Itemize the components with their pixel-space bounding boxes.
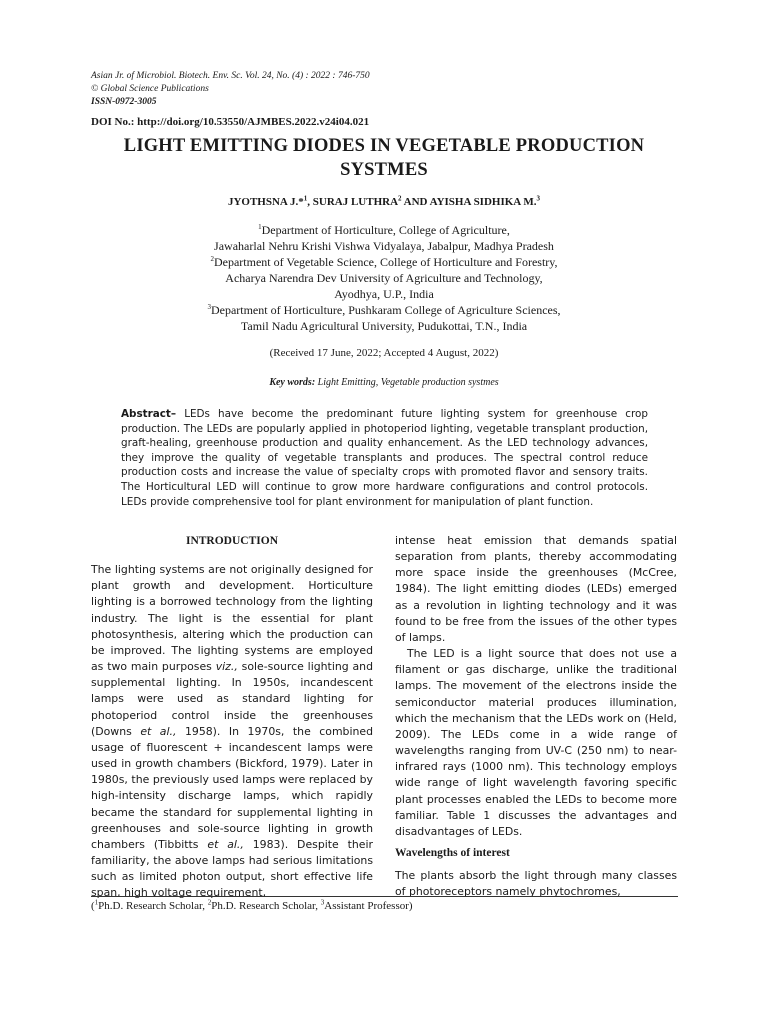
italic-run: et al., xyxy=(140,724,177,738)
footnote-text: Assistant Professor) xyxy=(324,900,413,912)
paper-title xyxy=(60,134,708,182)
issn-line: ISSN-0972-3005 xyxy=(91,97,157,107)
affil-mark-1: 1 xyxy=(258,223,262,231)
publisher-line: © Global Science Publications xyxy=(91,84,209,94)
text-run: sole-source lighting and supplemental lighting. In 1950s, incandescent lamps were used as standard lighting for photoperiod control inside the greenhouses (Downs xyxy=(91,660,373,738)
affiliation-1-line-2: Jawaharlal Nehru Krishi Vishwa Vidyalaya, Jabalpur, Madhya Pradesh xyxy=(214,239,554,253)
title-line-1: LIGHT EMITTING DIODES IN VEGETABLE PRODUCTION xyxy=(123,136,645,156)
abstract-label: Abstract– xyxy=(121,408,177,420)
text-run: 1983). Despite their familiarity, the above lamps had serious limitations such as limited photon output, short effective life span, high voltage requirement, xyxy=(91,837,373,900)
affiliation-2-line-3: Ayodhya, U.P., India xyxy=(334,287,434,301)
journal-header xyxy=(91,70,370,109)
affiliation-2-line-2: Acharya Narendra Dev University of Agriculture and Technology, xyxy=(225,271,543,285)
author-2-affil-mark: 2 xyxy=(398,194,402,203)
keywords-label: Key words: xyxy=(269,377,316,388)
author-list xyxy=(60,196,708,208)
footnote-text: Ph.D. Research Scholar, xyxy=(211,900,321,912)
author-1: JYOTHSNA J.* xyxy=(227,196,304,208)
intro-paragraph-2: intense heat emission that demands spatial separation from plants, thereby accommodating more space inside the greenhouses (McCree, 1984). The light emitting diodes (LEDs) emerged as a revolution in lighting technology and it was found to be free from the issues of the other types of lamps. xyxy=(395,534,677,644)
received-dates: (Received 17 June, 2022; Accepted 4 August, 2022) xyxy=(269,347,499,359)
text-run: The lighting systems are not originally designed for plant growth and development. Horticulture lighting is a borrowed technology from the lighting industry. The light is the essential for plant photosynthesis, altering which the production can be improved. The lighting systems are employed as two main purposes xyxy=(91,563,373,674)
abstract xyxy=(121,407,648,509)
author-3: AND AYISHA SIDHIKA M. xyxy=(401,196,537,208)
affil-text: Department of Horticulture, Pushkaram College of Agriculture Sciences, xyxy=(210,303,561,317)
affil-text: Department of Horticulture, College of Agriculture, xyxy=(261,223,510,237)
footnote-mark-2: 2 xyxy=(207,898,212,907)
intro-paragraph-1 xyxy=(91,562,373,901)
footnote-divider xyxy=(91,896,678,897)
footnote-mark-3: 3 xyxy=(320,898,325,907)
left-column xyxy=(91,533,373,901)
footnote-text: Ph.D. Research Scholar, xyxy=(98,900,208,912)
author-3-affil-mark: 3 xyxy=(536,194,541,203)
title-line-2: SYSTMES xyxy=(340,160,428,180)
author-1-affil-mark: 1 xyxy=(303,194,308,203)
wavelengths-paragraph-1: The plants absorb the light through many classes of photoreceptors namely phytochromes, xyxy=(395,869,677,899)
affiliation-3-line-1 xyxy=(60,302,708,318)
affiliations-block xyxy=(60,222,708,334)
doi-link[interactable]: DOI No.: http://doi.org/10.53550/AJMBES.2022.v24i04.021 xyxy=(91,116,370,128)
affiliation-1-line-1 xyxy=(60,222,708,238)
section-heading-introduction: INTRODUCTION xyxy=(185,535,278,547)
affil-mark-2: 2 xyxy=(210,255,214,263)
footnote-mark-1: 1 xyxy=(94,898,99,907)
footnote-paren: ( xyxy=(91,900,95,912)
journal-citation: Asian Jr. of Microbiol. Biotech. Env. Sc. Vol. 24, No. (4) : 2022 : 746-750 xyxy=(91,71,370,81)
abstract-text: LEDs have become the predominant future lighting system for greenhouse crop production. The LEDs are popularly applied in photoperiod lighting, vegetable transplant production, graft-healing, greenhouse production and quality enhancement. As the LED technology advances, they improve the quality of vegetable transplants and produces. The spectral control reduce production costs and increase the value of specialty crops with promoted flavor and sensory traits. The Horticultural LED will continue to grow more hardware configurations and control protocols. LEDs provide comprehensive tool for plant environment for manipulation of plant function. xyxy=(121,408,648,508)
footnote xyxy=(91,900,413,912)
right-column xyxy=(395,533,677,900)
italic-run: viz., xyxy=(215,660,238,674)
text-run: 1958). In 1970s, the combined usage of fluorescent + incandescent lamps were used in growth chambers (Bickford, 1979). Later in 1980s, the previously used lamps were replaced by high-intensity discharge lamps, which rapidly became the standard for supplemental lighting in greenhouses and sole-source lighting in growth chambers (Tibbitts xyxy=(91,724,374,851)
author-2: , SURAJ LUTHRA xyxy=(307,196,399,208)
affiliation-3-line-2: Tamil Nadu Agricultural University, Pudukottai, T.N., India xyxy=(240,319,528,333)
affil-mark-3: 3 xyxy=(207,303,211,311)
keywords-text: Light Emitting, Vegetable production systmes xyxy=(315,377,499,388)
affiliation-2-line-1 xyxy=(60,254,708,270)
subheading-wavelengths: Wavelengths of interest xyxy=(395,846,510,859)
affil-text: Department of Vegetable Science, College of Horticulture and Forestry, xyxy=(213,255,558,269)
intro-paragraph-3: The LED is a light source that does not use a filament or gas discharge, unlike the traditional lamps. The movement of the electrons inside the semiconductor material produces illumination, which the mechanism that the LEDs work on (Held, 2009). The LEDs come in a wide range of wavelengths ranging from UV-C (250 nm) to near-infrared rays (1000 nm). This technology employs wide range of light wavelength favoring specific plant processes enabled the LEDs to become more familiar. Table 1 discusses the advantages and disadvantages of LEDs. xyxy=(395,647,677,838)
italic-run: et al., xyxy=(207,837,244,851)
keywords xyxy=(60,377,708,388)
